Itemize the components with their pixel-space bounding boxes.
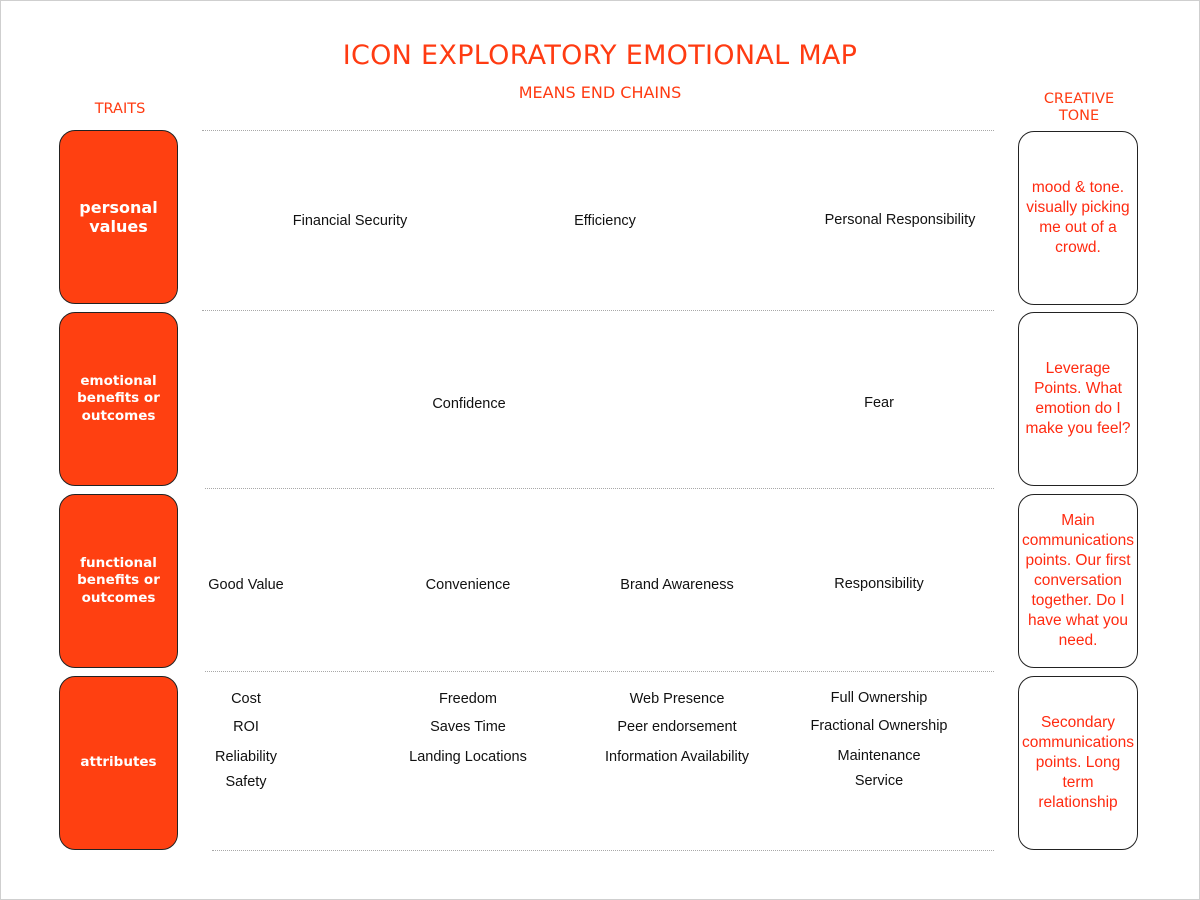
tone-text: Leverage Points. What emotion do I make you feel? <box>1025 360 1131 437</box>
tone-box-main-communications <box>1018 494 1138 668</box>
value-item: Financial Security <box>292 213 408 229</box>
page-subtitle: MEANS END CHAINS <box>518 83 682 102</box>
attribute-item: Peer endorsement <box>617 719 737 735</box>
tone-text: mood & tone. visually picking me out of a crowd. <box>1026 179 1130 256</box>
traits-header: TRAITS <box>94 101 146 117</box>
attribute-item: Maintenance <box>837 748 921 764</box>
attribute-item: Web Presence <box>629 691 725 707</box>
row-separator <box>202 130 994 131</box>
trait-box-personal-values <box>59 130 178 304</box>
tone-box-mood <box>1018 131 1138 305</box>
attribute-item: Service <box>854 773 904 789</box>
row-separator <box>205 671 994 672</box>
tone-box-leverage <box>1018 312 1138 486</box>
functional-item: Brand Awareness <box>620 577 734 593</box>
row-separator <box>202 310 994 311</box>
functional-item: Good Value <box>208 577 284 593</box>
attribute-item: Information Availability <box>604 749 750 765</box>
tone-box-secondary-communications <box>1018 676 1138 850</box>
attribute-item: ROI <box>233 719 259 735</box>
trait-label: functional benefits or outcomes <box>77 554 160 606</box>
attribute-item: Landing Locations <box>409 749 527 765</box>
tone-text: Secondary communications points. Long term relationship <box>1022 714 1134 811</box>
trait-box-attributes <box>59 676 178 850</box>
attribute-item: Full Ownership <box>830 690 928 706</box>
trait-box-emotional-benefits <box>59 312 178 486</box>
value-item: Efficiency <box>574 213 636 229</box>
attribute-item: Cost <box>231 691 261 707</box>
value-item: Personal Responsibility <box>824 212 976 228</box>
attribute-item: Safety <box>225 774 267 790</box>
trait-label: personal values <box>79 198 158 236</box>
trait-label: emotional benefits or outcomes <box>77 372 160 424</box>
row-separator <box>205 488 994 489</box>
row-separator <box>212 850 994 851</box>
functional-item: Convenience <box>425 577 511 593</box>
tone-text: Main communications points. Our first conversation together. Do I have what you need. <box>1022 512 1134 649</box>
attribute-item: Saves Time <box>430 719 506 735</box>
emotion-item: Fear <box>864 395 894 411</box>
trait-label: attributes <box>80 754 157 771</box>
emotion-item: Confidence <box>432 396 506 412</box>
functional-item: Responsibility <box>834 576 924 592</box>
attribute-item: Fractional Ownership <box>810 718 948 734</box>
creative-tone-header: CREATIVE TONE <box>1043 91 1115 124</box>
attribute-item: Reliability <box>214 749 278 765</box>
page-title: ICON EXPLORATORY EMOTIONAL MAP <box>342 40 858 71</box>
trait-box-functional-benefits <box>59 494 178 668</box>
attribute-item: Freedom <box>438 691 498 707</box>
